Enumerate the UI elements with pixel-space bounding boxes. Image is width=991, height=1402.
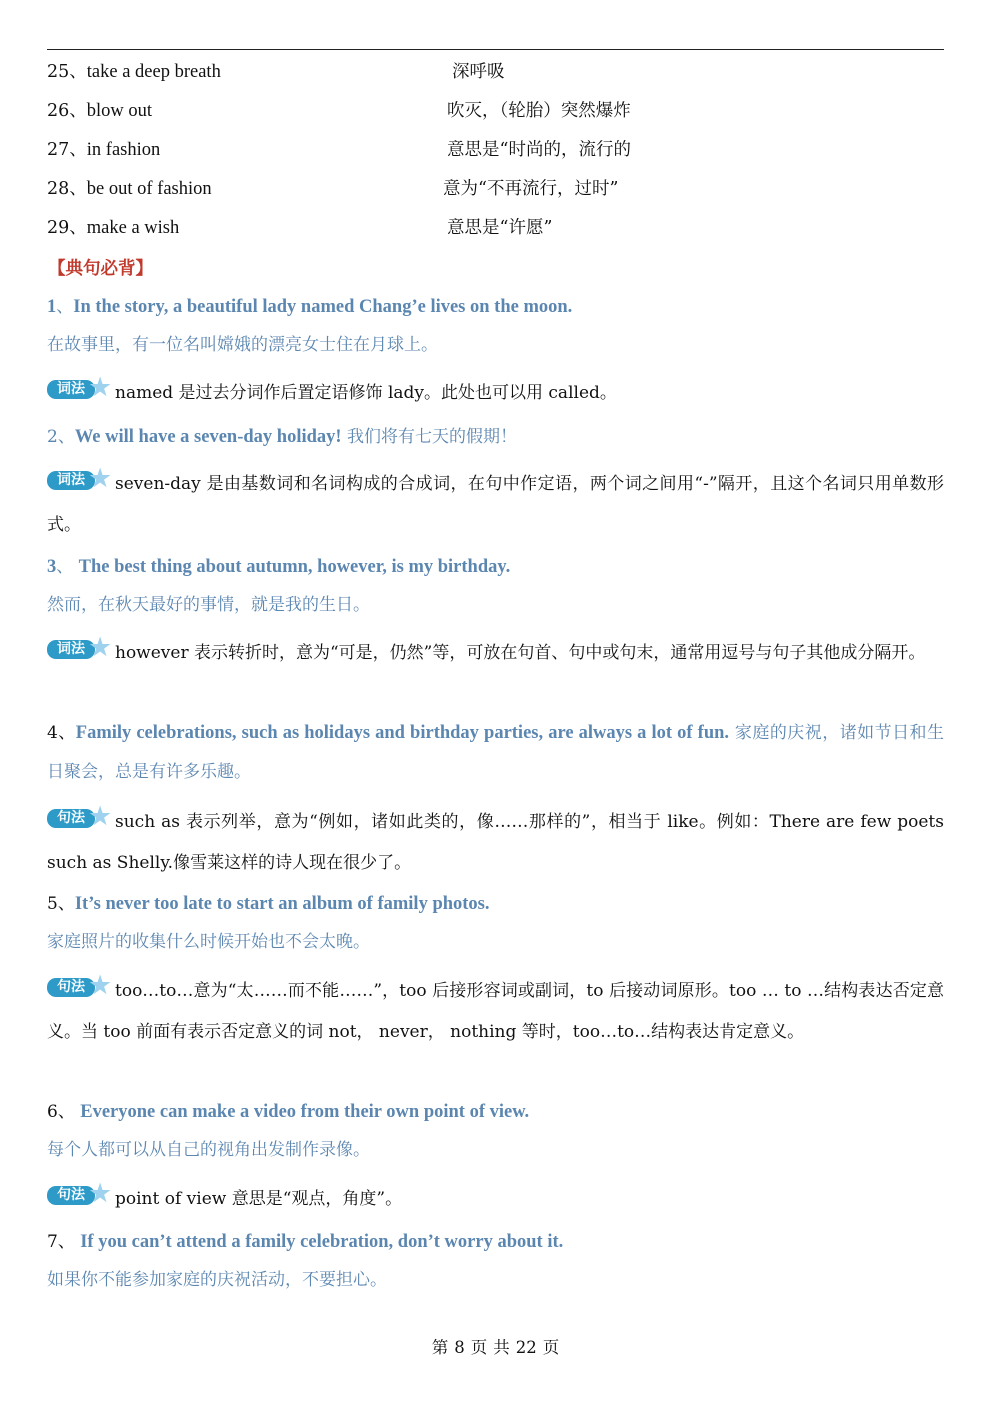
sentence-en: 6、 Everyone can make a video from their own point of view.: [47, 1102, 530, 1122]
section-title: 【典句必背】: [48, 259, 153, 279]
vocab-tag-icon: 词法 ★: [47, 639, 111, 661]
vocab-tag-icon: 词法 ★: [47, 470, 111, 492]
phrase-item: 25、take a deep breath: [47, 62, 221, 82]
sentence-en: 3、 The best thing about autumn, however, is my birthday.: [47, 557, 511, 577]
sentence-note: 词法 ★ named 是过去分词作后置定语修饰 lady。此处也可以用 called。: [47, 373, 944, 414]
phrase-meaning: 深呼吸: [452, 62, 505, 82]
sentence-zh: 然而，在秋天最好的事情，就是我的生日。: [47, 595, 370, 615]
phrase-item: 28、be out of fashion: [47, 179, 212, 199]
syntax-tag-icon: 句法 ★: [47, 808, 111, 830]
sentence-en: 4、Family celebrations, such as holidays and birthday parties, are always a lot of fun. 家庭的庆祝，诸如节日和生日聚会，总是有许多乐趣。: [47, 723, 945, 782]
sentence-note: 句法 ★ such as 表示列举，意为“例如，诸如此类的，像……那样的”，相当于 like。例如：There are few poets such as Shelly.像雪莱这样的诗人现在很少了。: [47, 801, 944, 873]
syntax-tag-icon: 句法 ★: [47, 1185, 111, 1207]
sentence-en: 5、It’s never too late to start an album of family photos.: [47, 894, 490, 914]
sentence-en: 1、In the story, a beautiful lady named Chang’e lives on the moon.: [47, 297, 573, 317]
page-footer: 第 8 页 共 22 页: [431, 1338, 560, 1357]
sentence-note: 词法 ★ however 表示转折时，意为“可是，仍然”等，可放在句首、句中或句末，通常用逗号与句子其他成分隔开。: [47, 633, 944, 674]
sentence-note: 句法 ★ too…to…意为“太……而不能……”，too 后接形容词或副词，to 后接动词原形。too … to …结构表达否定意义。当 too 前面有表示否定意义的词 not， never， nothing 等时，too…to…结构表达肯定意义。: [47, 970, 944, 1042]
syntax-tag-icon: 句法 ★: [47, 977, 111, 999]
phrase-item: 26、blow out: [47, 101, 153, 121]
vocab-tag-icon: 词法 ★: [47, 379, 111, 401]
sentence-en: 7、 If you can’t attend a family celebration, don’t worry about it.: [47, 1232, 564, 1252]
phrase-item: 27、in fashion: [47, 140, 161, 160]
phrase-item: 29、make a wish: [47, 218, 180, 238]
phrase-meaning: 意为“不再流行，过时”: [443, 179, 619, 199]
sentence-zh: 如果你不能参加家庭的庆祝活动，不要担心。: [47, 1270, 387, 1290]
sentence-zh: 每个人都可以从自己的视角出发制作录像。: [47, 1140, 370, 1160]
sentence-note: 句法 ★ point of view 意思是“观点，角度”。: [47, 1179, 944, 1220]
phrase-meaning: 意思是“许愿”: [447, 218, 553, 238]
sentence-zh: 家庭照片的收集什么时候开始也不会太晚。: [47, 932, 370, 952]
sentence-en: 2、We will have a seven-day holiday! 我们将有七天的假期！: [47, 427, 517, 447]
sentence-note: 词法 ★ seven-day 是由基数词和名词构成的合成词，在句中作定语，两个词之间用“-”隔开，且这个名词只用单数形式。: [47, 463, 944, 535]
phrase-meaning: 吹灭，（轮胎）突然爆炸: [447, 101, 631, 121]
phrase-meaning: 意思是“时尚的，流行的: [447, 140, 631, 160]
header-rule: [47, 49, 944, 50]
sentence-zh: 在故事里，有一位名叫嫦娥的漂亮女士住在月球上。: [47, 335, 438, 355]
